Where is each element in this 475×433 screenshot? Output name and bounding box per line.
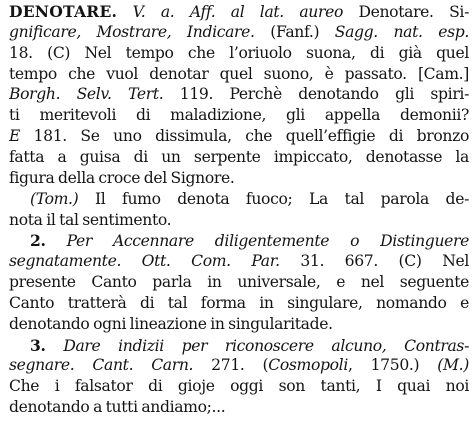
text-segment: Dare indizii per riconoscere alcuno, Contras-	[45, 336, 469, 355]
headword: DENOTARE.	[9, 2, 118, 21]
text-segment: denotando ogni lineazione in singularitade.	[9, 314, 333, 333]
text-segment: segnatamente. Ott. Com. Par.	[9, 252, 280, 271]
text-line	[9, 355, 469, 376]
text-line	[30, 230, 469, 251]
text-line	[9, 376, 469, 397]
text-segment: fatta a guisa di un serpente impiccato, denotasse la	[9, 147, 469, 166]
text-line	[9, 147, 469, 168]
text-segment: tempo che vuol denotar quel suono, è passato. [Cam.]	[9, 64, 469, 83]
text-segment: 271. (	[193, 356, 269, 375]
text-segment: presente Canto parla in universale, e nel seguente	[9, 273, 469, 292]
text-line	[9, 22, 469, 43]
text-segment: Il fumo denota fuoco; La tal parola de-	[78, 189, 469, 208]
text-line	[9, 84, 469, 105]
text-line	[9, 293, 469, 314]
text-segment: Denotare. Si-	[343, 3, 469, 21]
text-segment: (Fanf.)	[254, 22, 335, 41]
text-segment: Borgh. Selv. Tert.	[9, 85, 164, 104]
text-segment: (Tom.)	[30, 189, 79, 208]
text-line	[9, 251, 469, 272]
text-segment: ti meritevoli di maladizione, gli appella demonii?	[9, 106, 469, 125]
text-line	[9, 126, 469, 147]
text-segment: Sagg. nat. esp.	[334, 22, 469, 41]
text-segment: 3.	[30, 335, 46, 355]
text-line	[9, 43, 469, 64]
text-line	[9, 210, 469, 231]
text-segment: V. a. Aff. al lat. aureo	[117, 3, 344, 21]
text-segment: 119. Perchè denotando gli spiri-	[163, 85, 469, 104]
text-segment: figura della croce del Signore.	[9, 168, 235, 187]
text-segment: gnificare, Mostrare, Indicare.	[9, 22, 255, 41]
text-line	[9, 397, 469, 418]
text-segment: Canto tratterà di tal forma in singulare, nomando e	[9, 293, 469, 312]
text-segment: Cosmopoli	[268, 356, 348, 375]
text-line	[9, 168, 469, 189]
text-line	[30, 335, 469, 356]
text-segment: E	[9, 127, 21, 146]
text-line	[9, 314, 469, 335]
text-segment: 18. (C) Nel tempo che l’oriuolo suona, di già quel	[9, 43, 469, 62]
text-segment: denotando a tutti andiamo;...	[9, 398, 226, 417]
text-segment: Per Accennare diligentemente o Distinguere	[45, 232, 469, 251]
text-segment: , 1750.)	[347, 356, 438, 375]
text-segment: segnare. Cant. Carn.	[9, 356, 194, 375]
text-segment: (M.)	[437, 356, 469, 375]
text-segment: 31. 667. (C) Nel	[279, 252, 469, 271]
text-line	[9, 1, 469, 22]
text-segment: nota il tal sentimento.	[9, 210, 172, 229]
text-line	[30, 189, 469, 210]
text-line	[9, 272, 469, 293]
text-segment: 2.	[30, 231, 46, 251]
text-line	[9, 105, 469, 126]
text-segment: 181. Se uno dissimula, che quell’effigie di bronzo	[20, 127, 469, 146]
text-segment: Che i falsator di gioje oggi son tanti, I quai noi	[9, 377, 469, 396]
text-line	[9, 64, 469, 85]
